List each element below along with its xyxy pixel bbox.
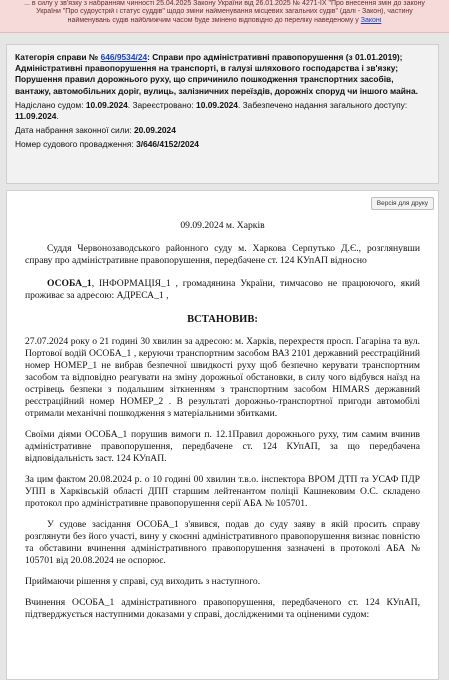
notice-text: найменувань судів найближчим часом буде змінено відповідно до переліку наведеному у	[67, 16, 359, 24]
defendant-details: , ІНФОРМАЦІЯ_1 , громадянина України, тимчасово не працюючого, який проживає за адресою: АДРЕСА_1 ,	[25, 278, 420, 301]
access-label: Забезпечено надання загального доступу:	[242, 99, 408, 110]
proceeding-label: Номер судового провадження:	[15, 139, 134, 150]
section-heading: ВСТАНОВИВ:	[187, 314, 258, 325]
effective-date-row	[15, 125, 430, 136]
facts-paragraph: 27.07.2024 року о 21 годині 30 хвилин за адресою: м. Харків, перехрестя просп. Гагаріна та вул. Портової водій ОСОБА_1 , керуючи транспортним засобом ВАЗ 2101 державний реєстраційний номер НОМЕР_1 не вибрав безпечної швидкості руху щоб безпечно керувати транспортним засобом та відповідно реагувати на зміну дорожньої обстановки, в силу чого відбувся наїзд на острівець безпеки з подальшим зіткненням з транспортним засобом HIMARS державний реєстраційний номер НОМЕР_2 . В результаті дорожньо-транспортної пригоди автомобілі отримали механічні пошкодження з матеріальними збитками.	[25, 336, 420, 419]
case-number-link[interactable]: 646/9534/24	[100, 52, 148, 62]
sent-registered-row: Надіслано судом: 10.09.2024. Зареєстровано: 10.09.2024. Забезпечено надання загального доступу: 11.09.2024.	[15, 99, 408, 122]
defendant-paragraph	[25, 278, 420, 302]
law-notice-banner	[0, 0, 449, 33]
proceeding-number-row	[15, 139, 430, 150]
court-decision-document	[6, 190, 439, 680]
intro-paragraph: Суддя Червонозаводського районного суду м. Харкова Серпутько Д.Є., розглянувши справу про адміністративне правопорушення, передбачене ст. 124 КУпАП відносно	[25, 243, 420, 266]
sent-label: Надіслано судом:	[15, 99, 84, 110]
registered-date: 10.09.2024	[196, 99, 238, 110]
effective-label: Дата набрання законної сили:	[15, 125, 132, 136]
defendant-name: ОСОБА_1	[47, 278, 92, 289]
decision-date-city: 09.09.2024 м. Харків	[180, 220, 265, 231]
notice-line: України "Про судоустрій і статус суддів" щодо зміни найменування місцевих загальних судів" (далі - Закон), частину	[36, 8, 413, 16]
sent-date: 10.09.2024	[85, 99, 128, 110]
violation-paragraph: Своїми діями ОСОБА_1 порушив вимоги п. 12.1Правил дорожнього руху, тим самим вчинив адміністративне правопорушення, передбачене ст. 124 КУпАП, за що передбачена відповідальність зaст. 124 КУпАП.	[25, 429, 420, 464]
proceeding-number: 3/646/4152/2024	[136, 139, 199, 150]
category-text: : Справи про адміністративні правопорушення (з 01.01.2019); Адміністративні правопорушення на транспорті, в галузі шляхового господарства і зв'язку; Порушення правил дорожнього руху, що спричинило пошкодження транспортних засобів, вантажу, автомобільних доріг, вулиць, залізничних переїздів, дорожніх споруд чи іншого майна.	[15, 52, 418, 96]
category-label: Категорія справи №	[15, 52, 99, 62]
protocol-paragraph: За цим фактом 20.08.2024 р. о 10 годині 00 хвилин т.в.о. інспектора ВРОМ ДТП та УСАФ ПДР УПП в Харківській області ДПП старшим лейтенантом поліції Кашнековим О.С. складено протокол про адміністративне правопорушення серії АБА № 105701.	[25, 474, 420, 509]
law-link[interactable]: Законі	[360, 16, 382, 24]
notice-line: ... в силу у зв'язку з набранням чинності 25.04.2025 Закону України від 26.01.2025 № 4271-ІХ "Про внесення змін до закону	[24, 0, 425, 7]
evidence-paragraph: Вчинення ОСОБА_1 адміністративного правопорушення, передбаченого ст. 124 КУпАП, підтверджується наступними доказами у справі, дослідженими та оціненими судом:	[25, 597, 420, 620]
case-metadata-panel	[6, 44, 439, 184]
decision-basis-paragraph: Приймаючи рішення у справі, суд виходить з наступного.	[25, 576, 261, 587]
case-category	[15, 52, 430, 97]
hearing-paragraph: У судове засідання ОСОБА_1 з'явився, подав до суду заяву в якій просить справу розглянути без його участі, вину у скоєнні адміністративного правопорушення визнає повністю та обставини вчинення адміністративного правопорушення зазначені в протоколі АБА № 105701 від 20.08.2024 не оспорює.	[25, 519, 420, 566]
registered-label: Зареєстровано:	[132, 99, 194, 110]
print-version-button[interactable]: Версія для друку	[371, 197, 434, 210]
notice-line	[0, 17, 449, 25]
access-date: 11.09.2024	[15, 111, 57, 122]
effective-date: 20.09.2024	[133, 125, 176, 136]
